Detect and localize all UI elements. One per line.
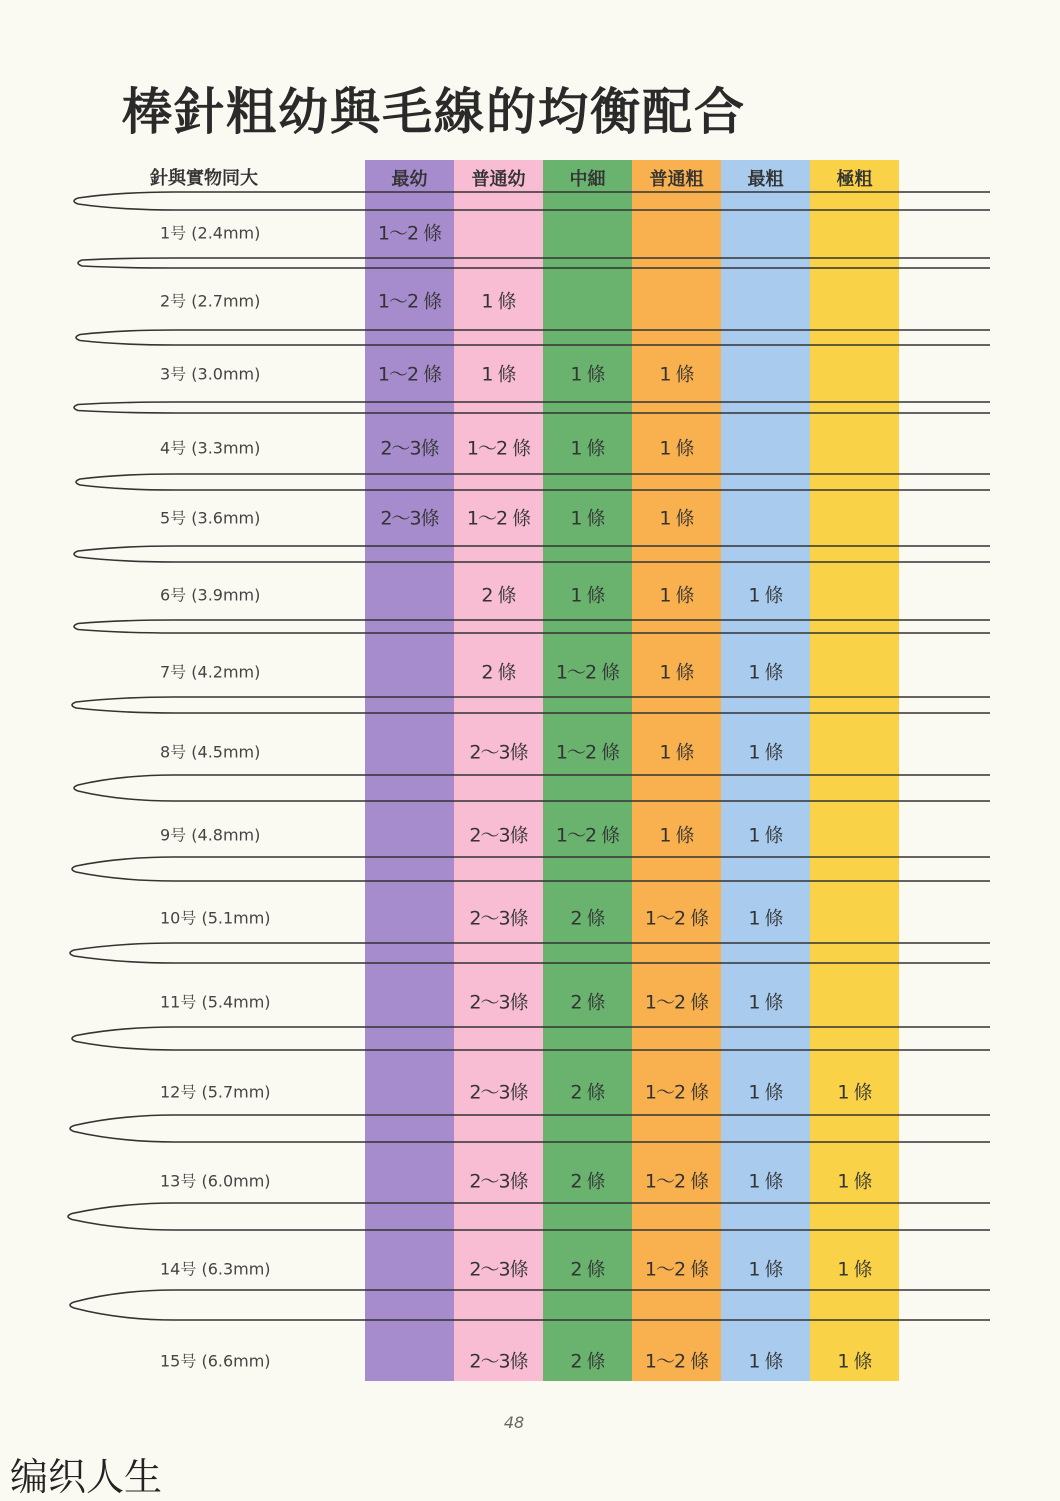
yarn-count-cell: 1 條	[659, 363, 694, 386]
yarn-count-cell: 1 條	[659, 661, 694, 684]
needle-size-label: 8号 (4.5mm)	[160, 742, 261, 762]
yarn-count-cell: 1 條	[570, 507, 605, 530]
yarn-count-cell: 1～2 條	[644, 1081, 709, 1104]
yarn-count-cell: 1～2 條	[644, 1350, 709, 1373]
needle-size-label: 4号 (3.3mm)	[160, 438, 261, 458]
needle-size-label: 5号 (3.6mm)	[160, 508, 261, 528]
yarn-count-cell: 2～3條	[469, 907, 528, 930]
yarn-count-cell: 1 條	[659, 507, 694, 530]
needle-size-label: 6号 (3.9mm)	[160, 585, 261, 605]
yarn-count-cell: 2～3條	[380, 507, 439, 530]
page-title: 棒針粗幼與毛線的均衡配合	[122, 83, 746, 141]
yarn-count-cell: 1 條	[570, 584, 605, 607]
needle-outline	[76, 474, 990, 490]
yarn-count-cell: 1～2 條	[377, 290, 442, 313]
yarn-count-cell: 1 條	[748, 1170, 783, 1193]
yarn-count-cell: 1 條	[570, 363, 605, 386]
needle-outline	[76, 330, 990, 345]
yarn-count-cell: 2 條	[570, 1081, 605, 1104]
needle-size-label: 11号 (5.4mm)	[160, 992, 271, 1012]
needle-outline	[74, 620, 990, 633]
yarn-count-cell: 1～2 條	[377, 222, 442, 245]
yarn-count-cell: 1 條	[837, 1081, 872, 1104]
yarn-count-cell: 1 條	[481, 290, 516, 313]
yarn-count-cell: 1 條	[748, 907, 783, 930]
yarn-count-cell: 1～2 條	[466, 437, 531, 460]
needle-outline	[74, 192, 990, 210]
yarn-count-cell: 1 條	[570, 437, 605, 460]
needle-outline	[72, 857, 990, 881]
yarn-count-cell: 2 條	[481, 584, 516, 607]
needle-size-label: 12号 (5.7mm)	[160, 1082, 271, 1102]
yarn-count-cell: 2 條	[570, 991, 605, 1014]
yarn-count-cell: 1 條	[748, 741, 783, 764]
yarn-count-cell: 2～3條	[469, 1258, 528, 1281]
yarn-count-cell: 2 條	[481, 661, 516, 684]
needle-size-label: 10号 (5.1mm)	[160, 908, 271, 928]
needle-outline	[78, 258, 990, 268]
column-header: 普通粗	[649, 169, 704, 190]
needle-outline	[72, 697, 990, 713]
needle-size-label: 7号 (4.2mm)	[160, 662, 261, 682]
yarn-count-cell: 1 條	[659, 824, 694, 847]
yarn-count-cell: 1 條	[748, 1081, 783, 1104]
yarn-count-cell: 1 條	[481, 363, 516, 386]
yarn-count-cell: 1 條	[659, 437, 694, 460]
watermark: 编织人生	[10, 1455, 163, 1499]
needle-size-label: 1号 (2.4mm)	[160, 223, 261, 243]
needle-outline	[74, 546, 990, 562]
yarn-count-cell: 2～3條	[380, 437, 439, 460]
needle-size-label: 13号 (6.0mm)	[160, 1171, 271, 1191]
yarn-count-cell: 1 條	[748, 1258, 783, 1281]
column-header: 普通幼	[471, 169, 526, 190]
page-number: 48	[503, 1413, 525, 1432]
yarn-count-cell: 1～2 條	[644, 1258, 709, 1281]
yarn-count-cell: 2～3條	[469, 991, 528, 1014]
yarn-count-cell: 1 條	[748, 1350, 783, 1373]
yarn-count-cell: 1 條	[659, 584, 694, 607]
yarn-count-cell: 1 條	[748, 824, 783, 847]
needle-header: 針與實物同大	[150, 168, 258, 189]
needle-size-label: 15号 (6.6mm)	[160, 1351, 271, 1371]
yarn-count-cell: 2 條	[570, 1350, 605, 1373]
yarn-count-cell: 1～2 條	[644, 1170, 709, 1193]
needle-outline	[74, 775, 990, 801]
needle-size-label: 14号 (6.3mm)	[160, 1259, 271, 1279]
yarn-count-cell: 1 條	[659, 741, 694, 764]
yarn-count-cell: 1～2 條	[555, 741, 620, 764]
column-header: 最粗	[747, 169, 784, 190]
needle-outline	[72, 1027, 990, 1050]
yarn-count-cell: 1～2 條	[555, 824, 620, 847]
needle-size-label: 2号 (2.7mm)	[160, 291, 261, 311]
yarn-count-cell: 1～2 條	[644, 907, 709, 930]
needle-outline	[68, 1203, 990, 1230]
needle-outline	[70, 1290, 990, 1320]
yarn-count-cell: 2～3條	[469, 1081, 528, 1104]
yarn-count-cell: 1～2 條	[644, 991, 709, 1014]
yarn-count-cell: 2～3條	[469, 741, 528, 764]
yarn-count-cell: 1 條	[748, 584, 783, 607]
yarn-count-cell: 1～2 條	[555, 661, 620, 684]
yarn-count-cell: 2～3條	[469, 1350, 528, 1373]
yarn-count-cell: 1 條	[837, 1350, 872, 1373]
yarn-count-cell: 1～2 條	[466, 507, 531, 530]
yarn-count-cell: 1～2 條	[377, 363, 442, 386]
needle-size-label: 9号 (4.8mm)	[160, 825, 261, 845]
needle-outline	[74, 402, 990, 413]
yarn-count-cell: 1 條	[837, 1170, 872, 1193]
yarn-count-cell: 2～3條	[469, 824, 528, 847]
yarn-count-cell: 1 條	[748, 661, 783, 684]
needle-outline	[70, 943, 990, 963]
yarn-count-cell: 2 條	[570, 907, 605, 930]
column-header: 最幼	[391, 169, 428, 190]
needle-size-label: 3号 (3.0mm)	[160, 364, 261, 384]
column-header: 中細	[569, 169, 606, 190]
yarn-count-cell: 1 條	[748, 991, 783, 1014]
yarn-count-cell: 1 條	[837, 1258, 872, 1281]
needle-outline	[70, 1115, 990, 1142]
column-header: 極粗	[836, 169, 873, 190]
yarn-count-cell: 2～3條	[469, 1170, 528, 1193]
yarn-count-cell: 2 條	[570, 1258, 605, 1281]
yarn-count-cell: 2 條	[570, 1170, 605, 1193]
